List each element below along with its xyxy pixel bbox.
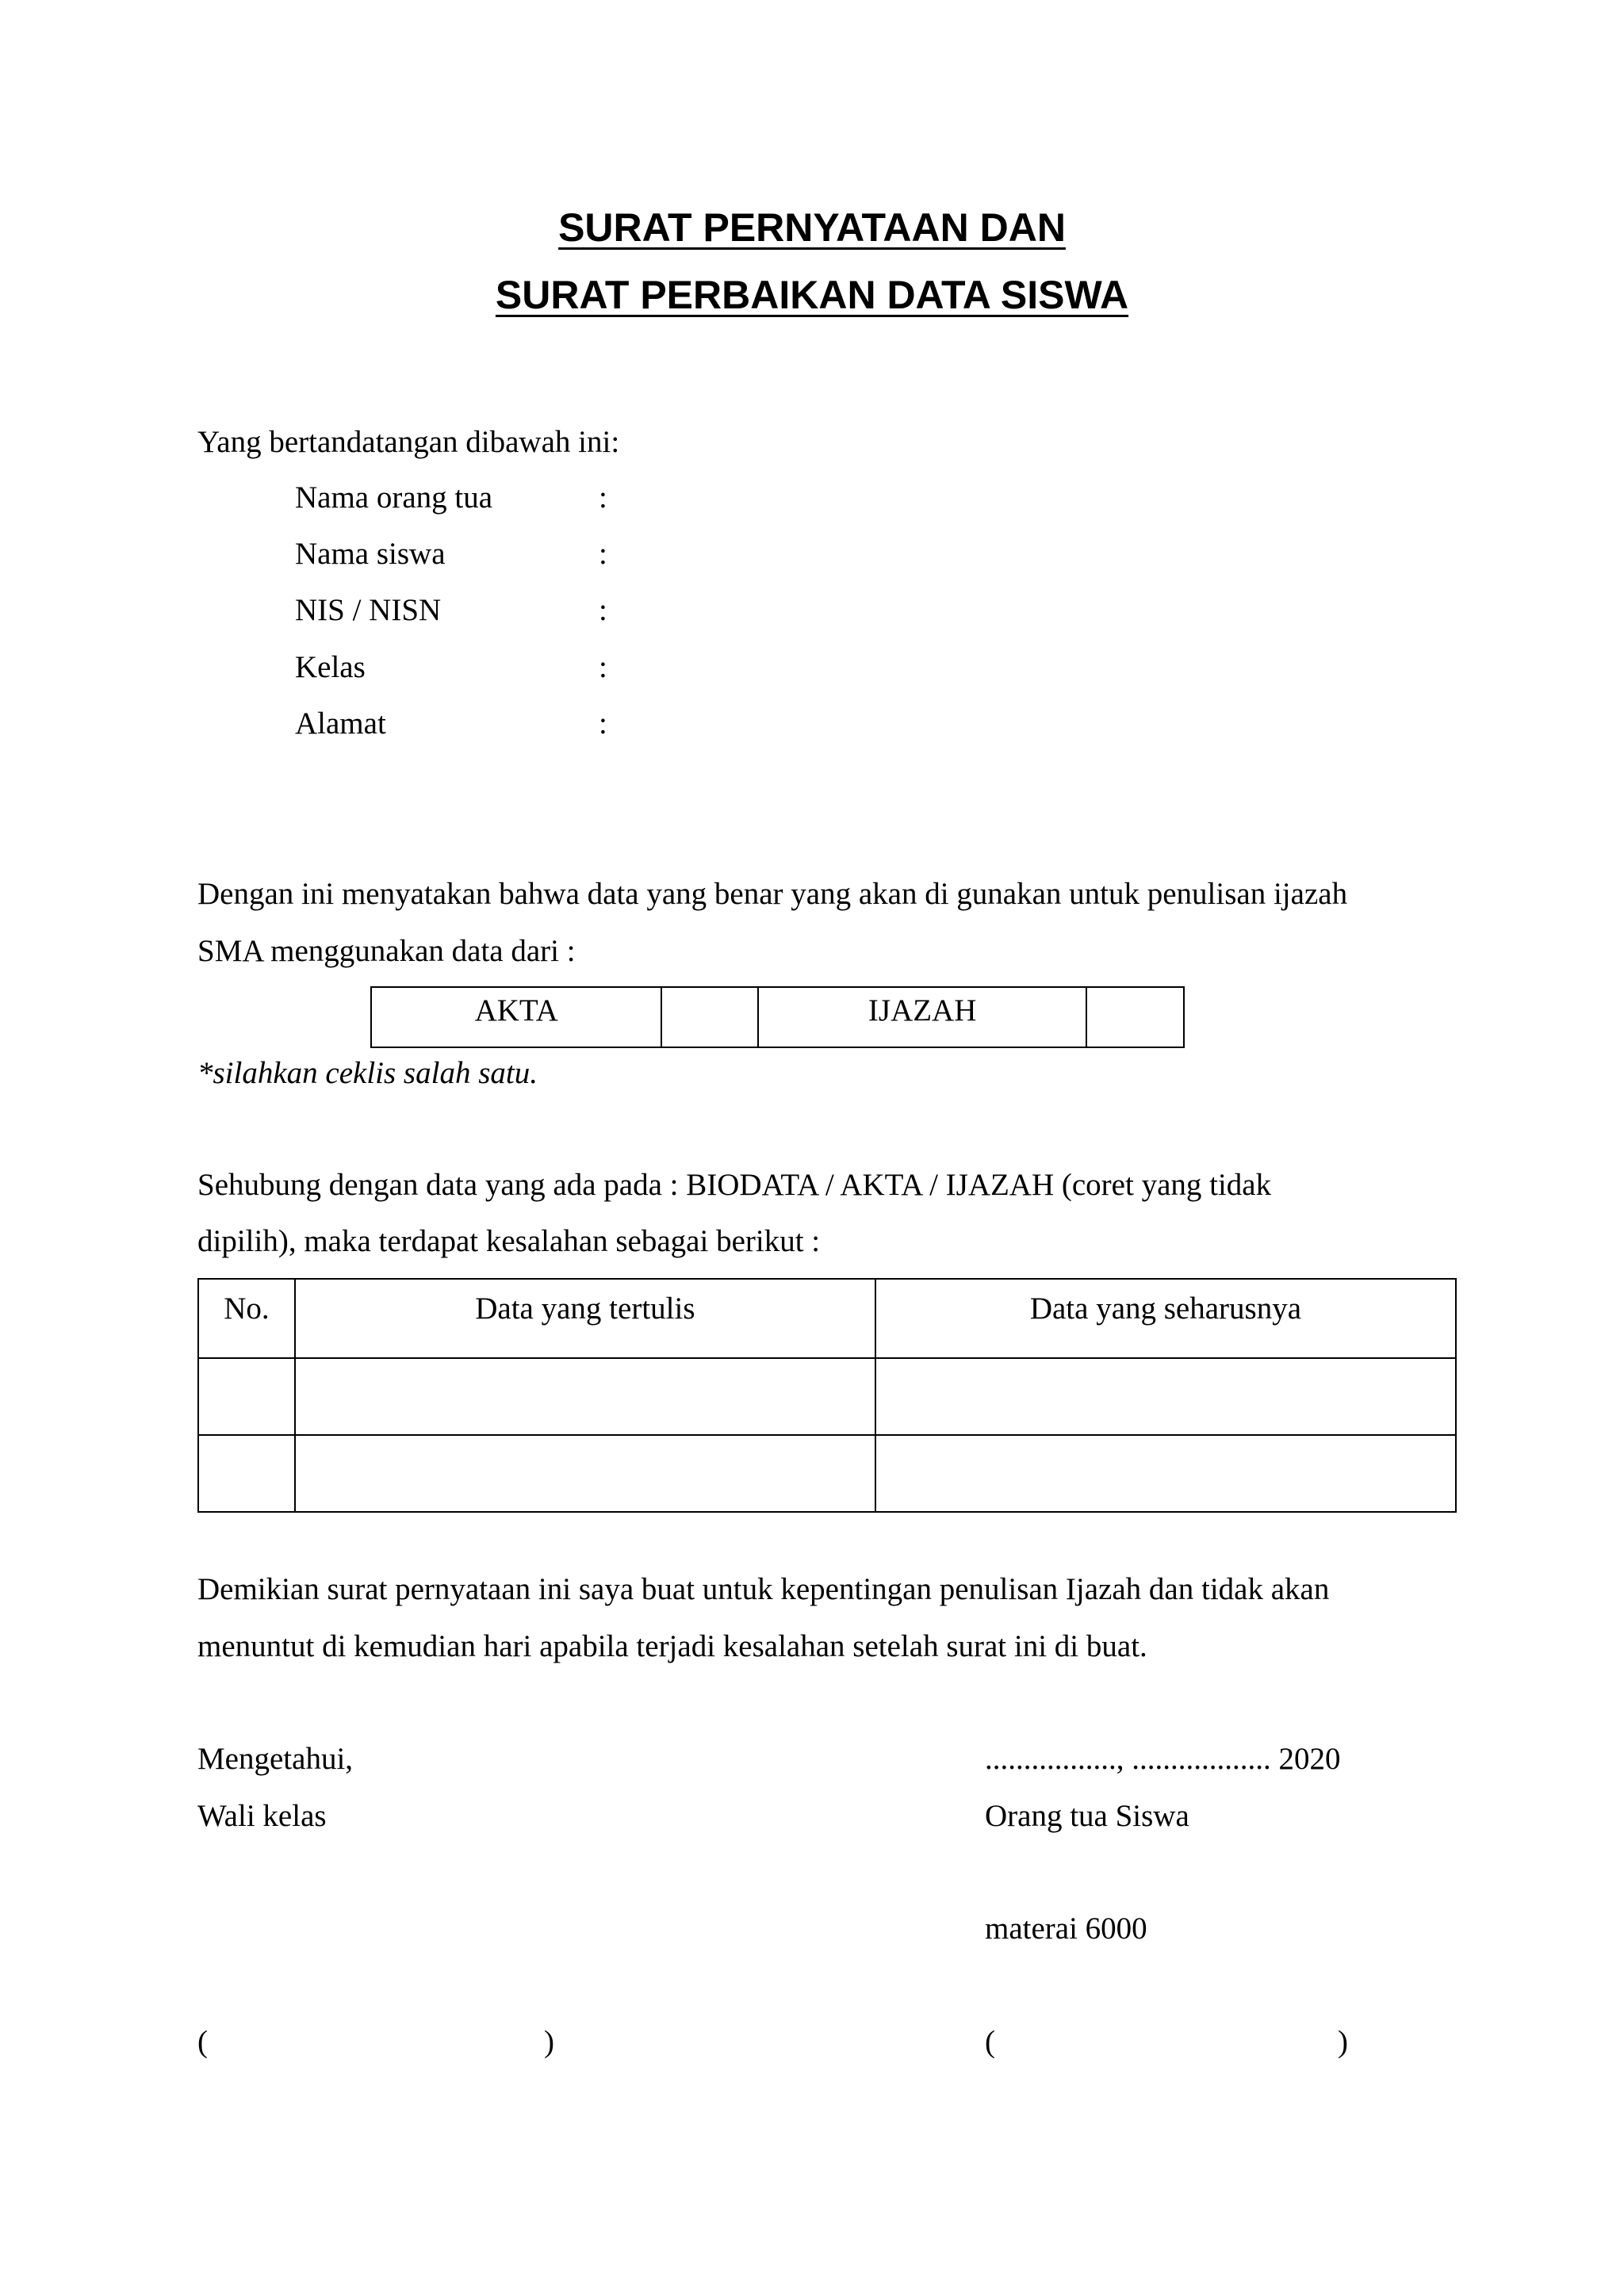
header-correct-data: Data yang seharusnya xyxy=(875,1279,1456,1358)
choice-table xyxy=(370,986,1185,1048)
field-label-parent-name: Nama orang tua xyxy=(295,480,493,515)
choice-note: *silahkan ceklis salah satu. xyxy=(197,1056,538,1090)
relation-line-1: Sehubung dengan data yang ada pada : BIODATA / AKTA / IJAZAH (coret yang tidak xyxy=(197,1168,1272,1202)
sign-right-role: Orang tua Siswa xyxy=(985,1799,1189,1833)
closing-line-2: menuntut di kemudian hari apabila terjadi kesalahan setelah surat ini di buat. xyxy=(197,1629,1147,1663)
statement-line-1: Dengan ini menyatakan bahwa data yang benar yang akan di gunakan untuk penulisan ijazah xyxy=(197,877,1348,911)
field-colon-student-name: : xyxy=(599,537,607,571)
field-colon-class: : xyxy=(599,650,607,684)
sign-left-close-paren: ) xyxy=(544,2025,554,2059)
table-row xyxy=(198,1435,1456,1512)
cell-correct-data[interactable] xyxy=(875,1435,1456,1512)
intro-text: Yang bertandatangan dibawah ini: xyxy=(197,425,620,459)
choice-akta-label: AKTA xyxy=(371,987,661,1047)
sign-right-open-paren: ( xyxy=(985,2025,995,2059)
sign-right-stamp: materai 6000 xyxy=(985,1911,1147,1946)
sign-left-acknowledge: Mengetahui, xyxy=(197,1742,354,1776)
title-line-2: SURAT PERBAIKAN DATA SISWA xyxy=(495,273,1129,317)
statement-line-2: SMA menggunakan data dari : xyxy=(197,934,576,968)
field-label-address: Alamat xyxy=(295,706,386,740)
sign-left-open-paren: ( xyxy=(197,2025,208,2059)
sign-left-role: Wali kelas xyxy=(197,1799,327,1833)
choice-akta-checkbox[interactable] xyxy=(661,987,758,1047)
table-row xyxy=(198,1358,1456,1435)
header-written-data: Data yang tertulis xyxy=(295,1279,875,1358)
title-line-1: SURAT PERNYATAAN DAN xyxy=(558,205,1066,250)
cell-written-data[interactable] xyxy=(295,1358,875,1435)
closing-line-1: Demikian surat pernyataan ini saya buat untuk kepentingan penulisan Ijazah dan tidak akan xyxy=(197,1572,1330,1606)
cell-correct-data[interactable] xyxy=(875,1358,1456,1435)
choice-ijazah-checkbox[interactable] xyxy=(1086,987,1184,1047)
relation-line-2: dipilih), maka terdapat kesalahan sebagai berikut : xyxy=(197,1224,821,1258)
sign-right-date: ................., .................. 2020 xyxy=(985,1742,1341,1776)
field-label-class: Kelas xyxy=(295,650,366,684)
field-colon-parent-name: : xyxy=(599,480,607,515)
field-label-nis: NIS / NISN xyxy=(295,593,442,627)
error-table-header-row xyxy=(198,1279,1456,1358)
cell-written-data[interactable] xyxy=(295,1435,875,1512)
choice-ijazah-label: IJAZAH xyxy=(758,987,1086,1047)
error-table xyxy=(197,1278,1457,1513)
cell-no[interactable] xyxy=(198,1358,295,1435)
field-colon-address: : xyxy=(599,706,607,740)
header-no: No. xyxy=(198,1279,295,1358)
field-label-student-name: Nama siswa xyxy=(295,537,446,571)
cell-no[interactable] xyxy=(198,1435,295,1512)
field-colon-nis: : xyxy=(599,593,607,627)
sign-right-close-paren: ) xyxy=(1338,2025,1348,2059)
